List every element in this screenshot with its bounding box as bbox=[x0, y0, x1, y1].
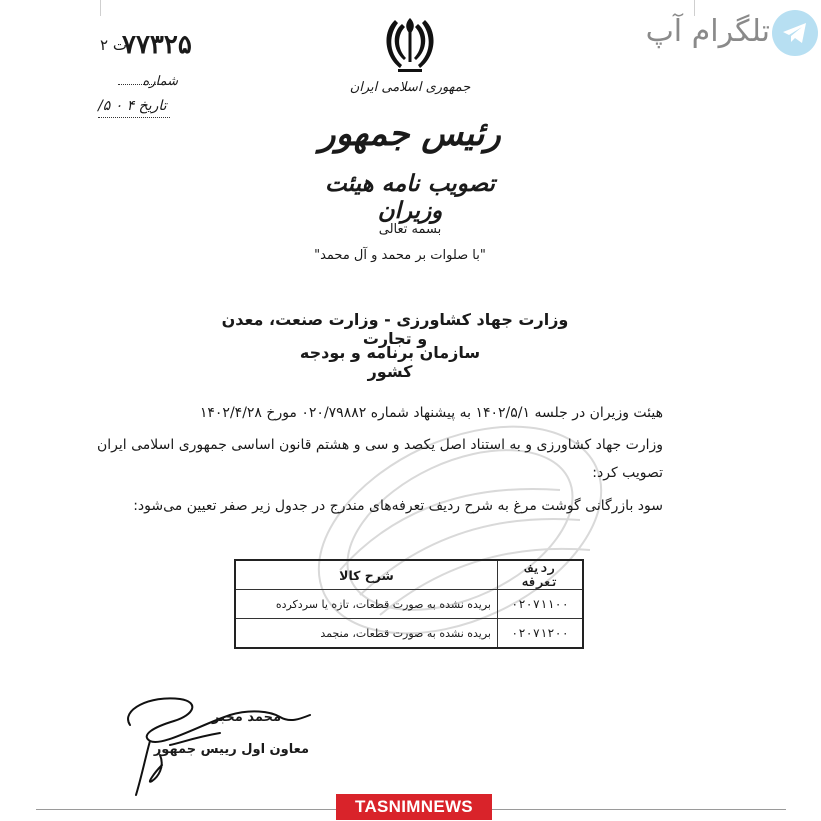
table-row bbox=[235, 619, 583, 649]
iran-emblem-icon bbox=[384, 14, 436, 76]
date-dotted-line bbox=[98, 117, 170, 118]
basmala: بسمه تعالی bbox=[378, 222, 442, 237]
table-header-row bbox=[235, 560, 583, 590]
body-line: سود بازرگانی گوشت مرغ به شرح ردیف تعرفه‌های مندرج در جدول زیر صفر تعیین می‌شود: bbox=[133, 498, 663, 514]
republic-name: جمهوری اسلامی ایران bbox=[349, 80, 471, 95]
page-edge-left bbox=[100, 0, 101, 16]
body-line: وزارت جهاد کشاورزی و به استناد اصل یکصد و سی و هشتم قانون اساسی جمهوری اسلامی ایران bbox=[96, 437, 663, 453]
number-label: شماره bbox=[142, 74, 178, 89]
addressee-budget-org: سازمان برنامه و بودجه کشور bbox=[299, 343, 481, 381]
date-label: تاریخ ۴ ۰ ۵/ bbox=[98, 98, 167, 114]
signer-name: محمد مخبر bbox=[212, 710, 281, 725]
body-line: تصویب کرد: bbox=[592, 465, 663, 481]
column-header-description: شرح کالا bbox=[235, 560, 498, 590]
channel-watermark: تلگرام آپ bbox=[645, 14, 770, 49]
number-dotted-line bbox=[118, 84, 158, 85]
reference-number: ۷۷۳۲۵ bbox=[122, 30, 192, 60]
description-cell: بریده نشده به صورت قطعات، منجمد bbox=[235, 619, 498, 649]
telegram-plane-icon bbox=[772, 10, 818, 56]
reference-suffix: ت ۲ bbox=[100, 36, 127, 54]
tariff-table bbox=[234, 559, 584, 649]
tariff-code-cell: ۰۲۰۷۱۱۰۰ bbox=[498, 590, 584, 619]
president-title: رئیس جمهور bbox=[319, 114, 501, 154]
table-row bbox=[235, 590, 583, 619]
tariff-code-cell: ۰۲۰۷۱۲۰۰ bbox=[498, 619, 584, 649]
salawat-line: "با صلوات بر محمد و آل محمد" bbox=[314, 248, 486, 263]
body-line: هیئت وزیران در جلسه ۱۴۰۲/۵/۱ به پیشنهاد شماره ۰۲۰/۷۹۸۸۲ مورخ ۱۴۰۲/۴/۲۸ bbox=[199, 405, 663, 421]
column-header-tariff-code: ردیف تعرفه bbox=[498, 560, 584, 590]
cabinet-resolution-title: تصویب نامه هیئت وزیران bbox=[325, 170, 495, 224]
signer-title: معاون اول رییس جمهور bbox=[153, 742, 309, 757]
tasnim-news-logo: TASNIMNEWS bbox=[336, 794, 492, 820]
telegram-icon bbox=[772, 10, 818, 56]
addressee-ministries: وزارت جهاد کشاورزی - وزارت صنعت، معدن و تجارت bbox=[221, 310, 569, 348]
description-cell: بریده نشده به صورت قطعات، تازه یا سردکرده bbox=[235, 590, 498, 619]
